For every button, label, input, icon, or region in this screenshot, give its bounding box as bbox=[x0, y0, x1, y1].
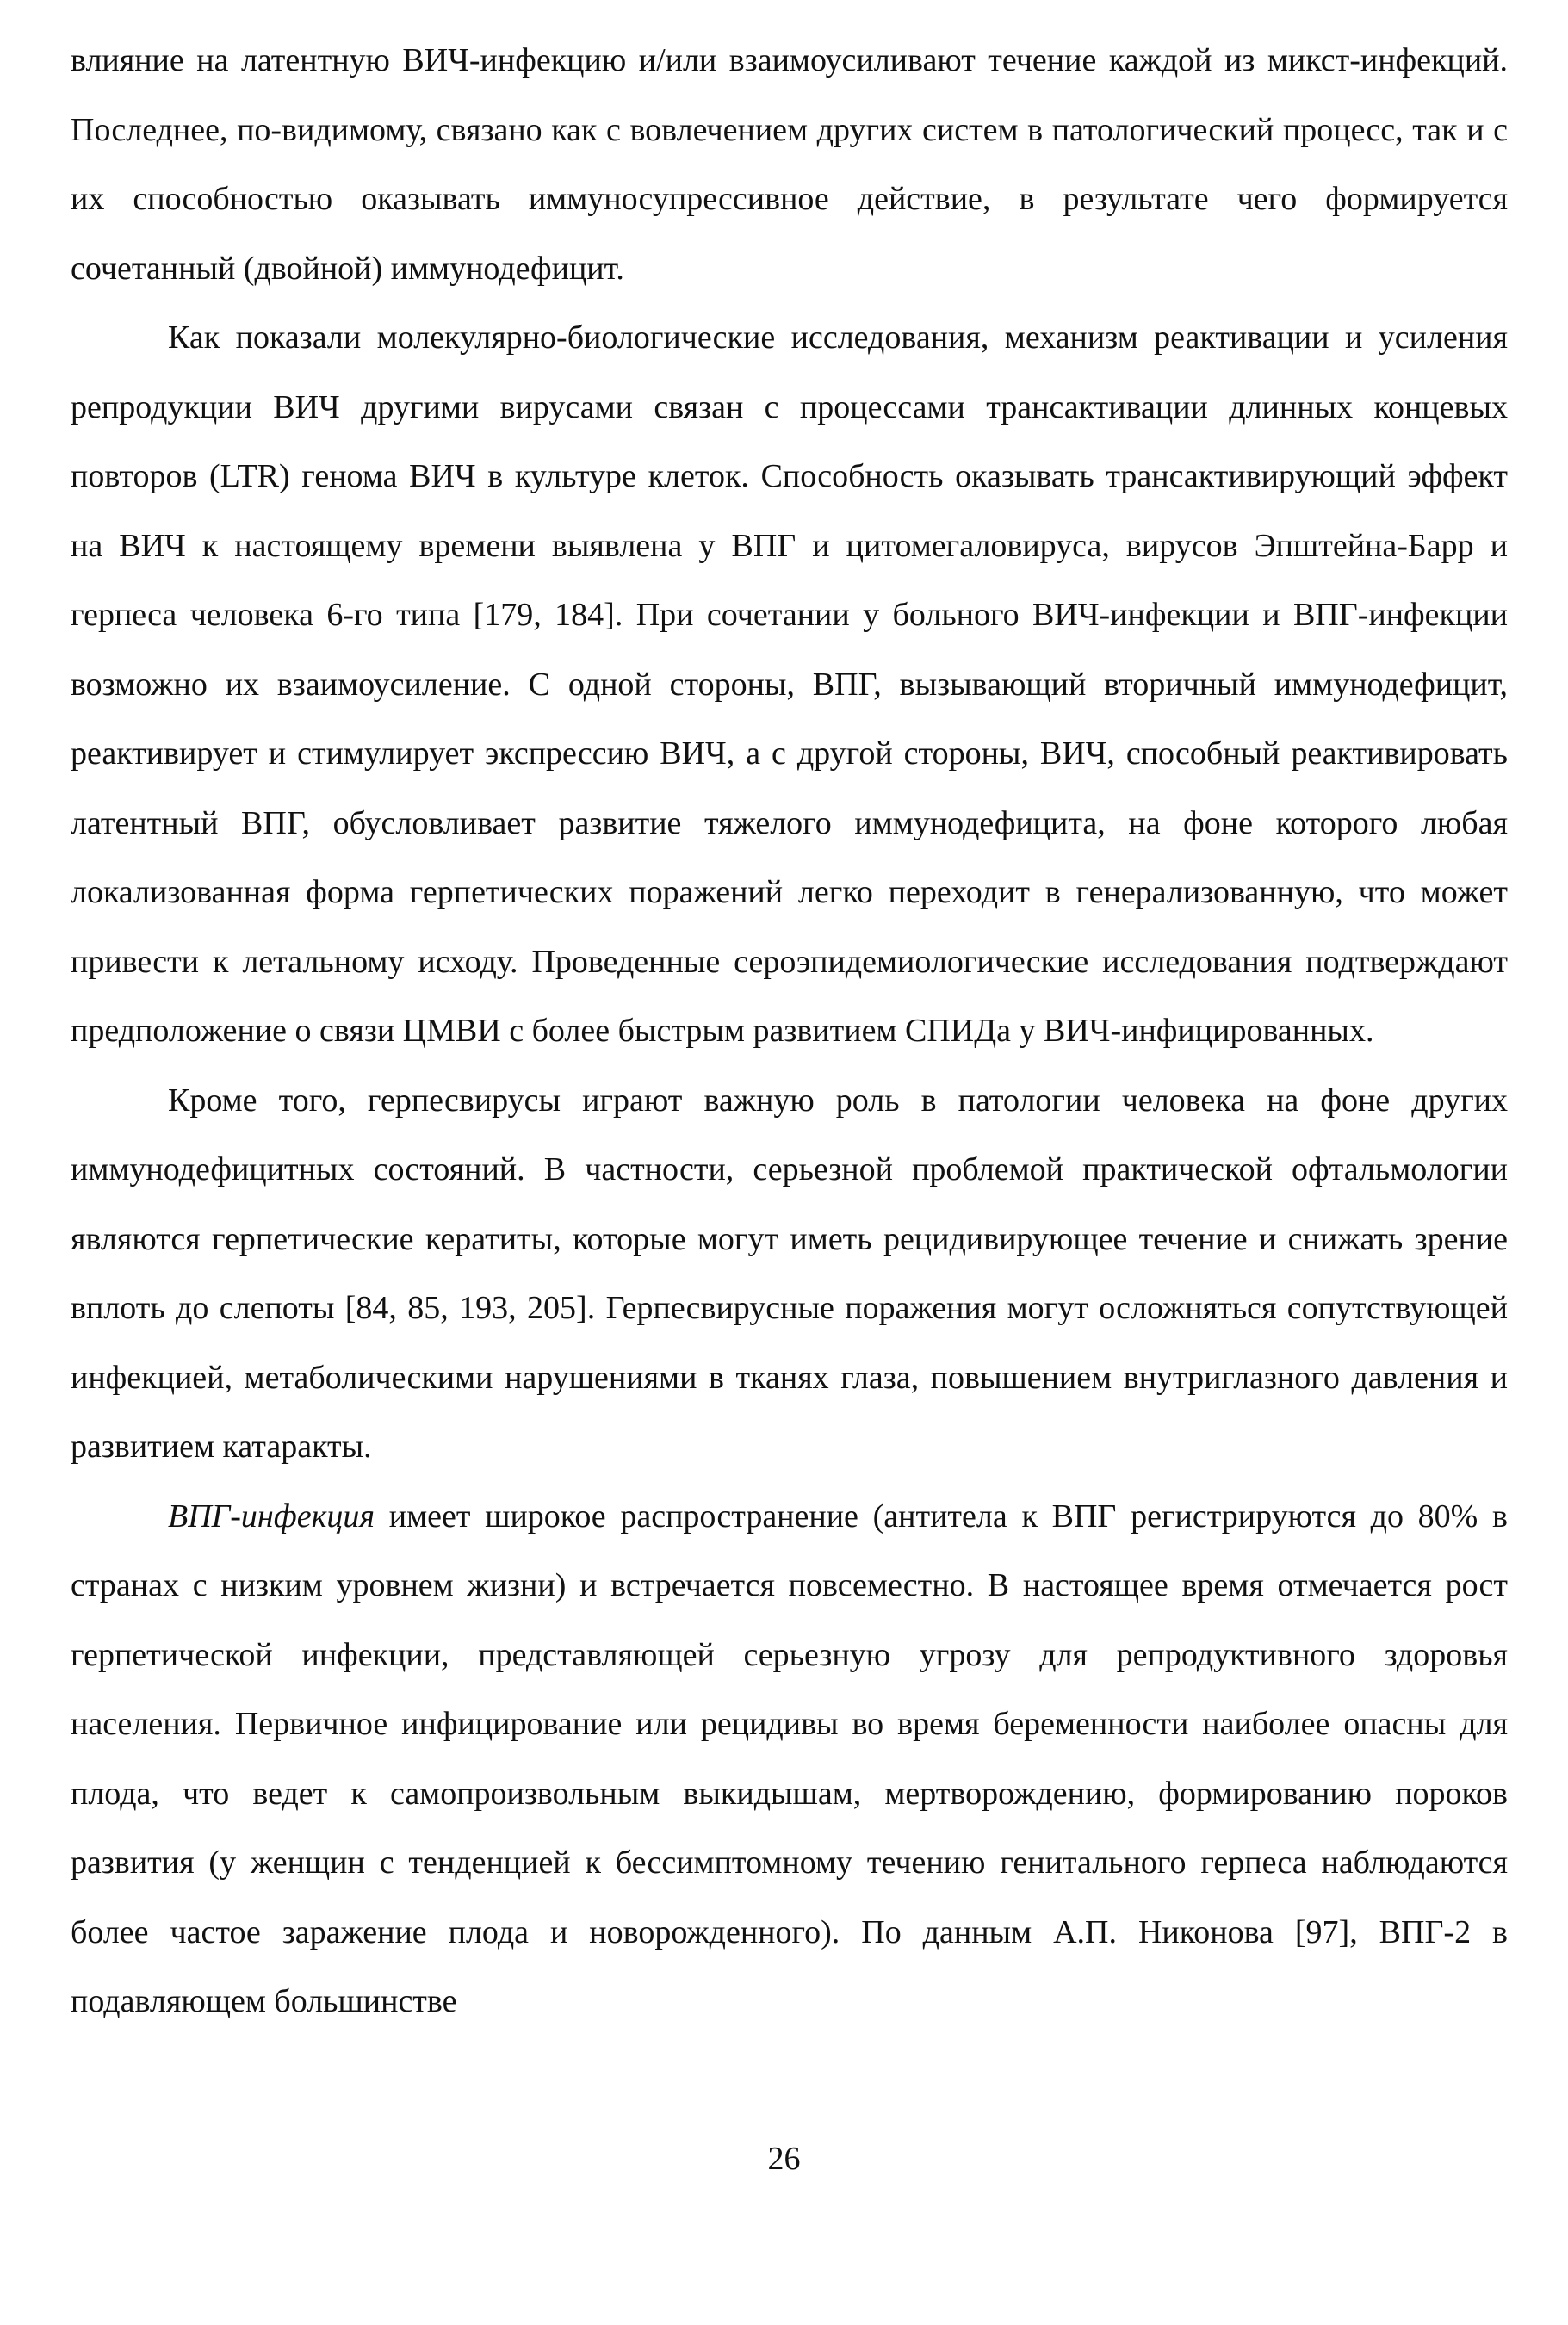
paragraph-hsv-infection bbox=[71, 1482, 1508, 2037]
italic-term: ВПГ-инфекция bbox=[168, 1497, 375, 1534]
body-text bbox=[71, 26, 1508, 2037]
paragraph-text: влияние на латентную ВИЧ-инфекцию и/или взаимоусиливают течение каждой из микст-инфекций. Последнее, по-видимому, связано как с вовлечением других систем в патологический процесс, так и с их способностью оказывать иммуносупрессивное действие, в результате чего формируется сочетанный (двойной) иммунодефицит. bbox=[71, 42, 1508, 287]
paragraph-text: Кроме того, герпесвирусы играют важную роль в патологии человека на фоне других иммунодефицитных состояний. В частности, серьезной проблемой практической офтальмологии являются герпетические кератиты, которые могут иметь рецидивирующее течение и снижать зрение вплоть до слепоты [84, 85, 193, 205]. Герпесвирусные поражения могут осложняться сопутствующей инфекцией, метаболическими нарушениями в тканях глаза, повышением внутриглазного давления и развитием катаракты. bbox=[71, 1082, 1508, 1465]
paragraph-hiv-reactivation bbox=[71, 303, 1508, 1066]
paragraph-immunodeficiency bbox=[71, 1066, 1508, 1482]
paragraph-text: имеет широкое распространение (антитела к ВПГ регистрируются до 80% в странах с низким уровнем жизни) и встречается повсеместно. В настоящее время отмечается рост герпетической инфекции, представляющей серьезную угрозу для репродуктивного здоровья населения. Первичное инфицирование или рецидивы во время беременности наиболее опасны для плода, что ведет к самопроизвольным выкидышам, мертворождению, формированию пороков развития (у женщин с тенденцией к бессимптомному течению генитального герпеса наблюдаются более частое заражение плода и новорожденного). По данным А.П. Никонова [97], ВПГ-2 в подавляющем большинстве bbox=[71, 1497, 1508, 2019]
paragraph-continuation bbox=[71, 26, 1508, 303]
page-number: 26 bbox=[767, 2141, 801, 2177]
paragraph-text: Как показали молекулярно-биологические исследования, механизм реактивации и усиления репродукции ВИЧ другими вирусами связан с процессами трансактивации длинных концевых повторов (LTR) генома ВИЧ в культуре клеток. Способность оказывать трансактивирующий эффект на ВИЧ к настоящему времени выявлена у ВПГ и цитомегаловируса, вирусов Эпштейна-Барр и герпеса человека 6-го типа [179, 184]. При сочетании у больного ВИЧ-инфекции и ВПГ-инфекции возможно их взаимоусиление. С одной стороны, ВПГ, вызывающий вторичный иммунодефицит, реактивирует и стимулирует экспрессию ВИЧ, а с другой стороны, ВИЧ, способный реактивировать латентный ВПГ, обусловливает развитие тяжелого иммунодефицита, на фоне которого любая локализованная форма герпетических поражений легко переходит в генерализованную, что может привести к летальному исходу. Проведенные сероэпидемиологические исследования подтверждают предположение о связи ЦМВИ с более быстрым развитием СПИДа у ВИЧ-инфицированных. bbox=[71, 319, 1508, 1049]
